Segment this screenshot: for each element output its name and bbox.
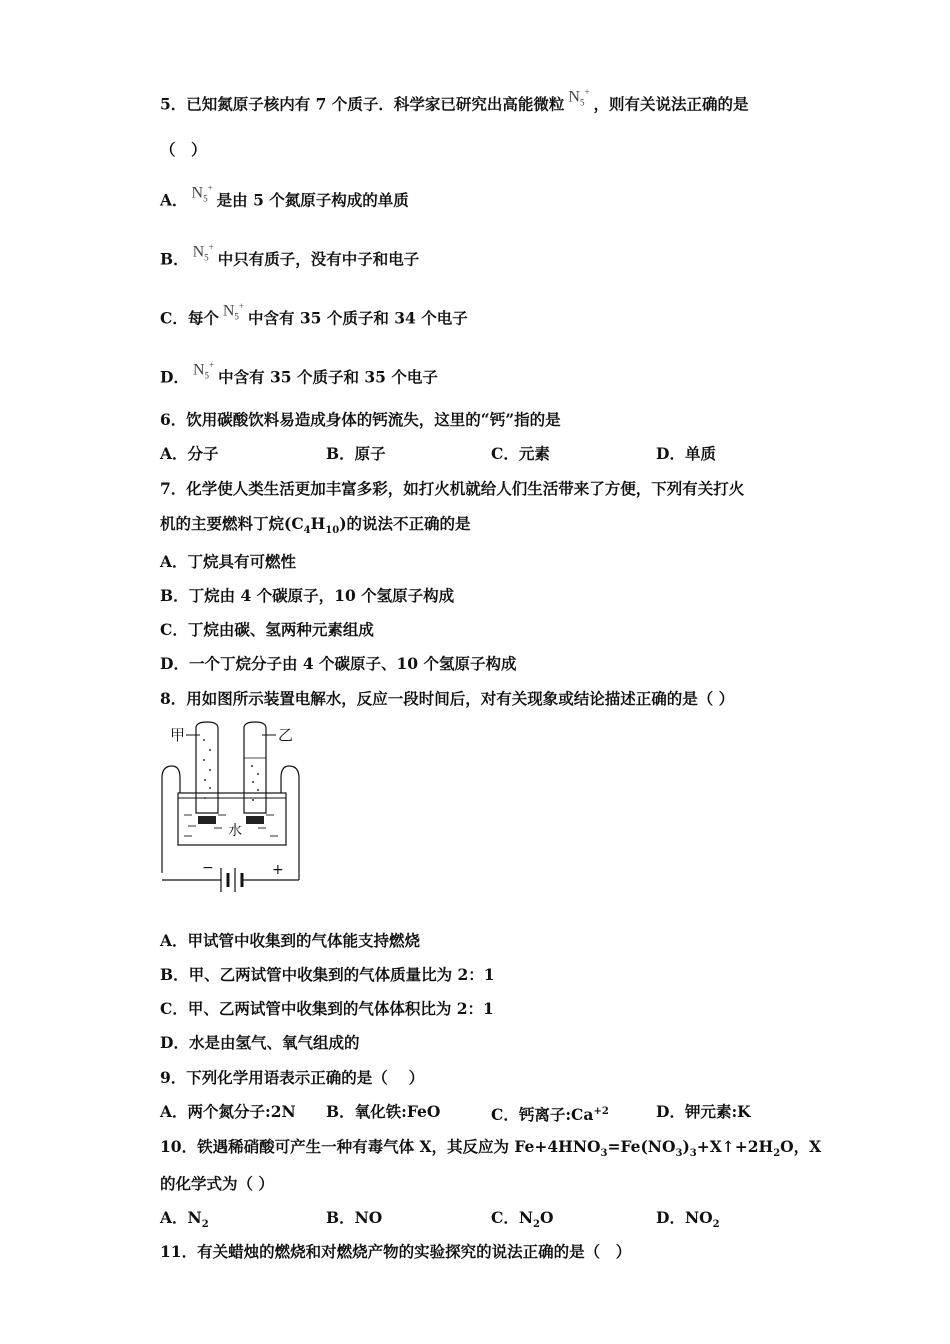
q9-option-c: C．钙离子$:Ca^{+2}$ (491, 1105, 609, 1125)
n5-ion: $N_5^+$ (192, 360, 215, 381)
q5-option-c: C．每个 $N_5^+$中含有 35 个质子和 34 个电子 (160, 304, 468, 335)
q5-option-b: B． $N_5^+$中只有质子，没有中子和电子 (160, 245, 419, 276)
q9-stem: 9．下列化学用语表示正确的是（ ） (160, 1068, 425, 1087)
n5-ion: $N_5^+$ (191, 183, 213, 204)
q11-stem: 11．有关蜡烛的燃烧和对燃烧产物的实验探究的说法正确的是（ ） (160, 1242, 632, 1261)
tube-label-yi: 乙 (278, 726, 294, 744)
q5-option-d: D． $N_5^+$中含有 35 个质子和 35 个电子 (160, 363, 438, 394)
plus-sign: + (272, 862, 284, 878)
left-tube-bubbles (203, 739, 211, 799)
q6-option-a: A．分子 (160, 444, 219, 463)
q9-option-a: A．两个氮分子:2N (160, 1102, 296, 1121)
q6-option-d: D．单质 (656, 444, 716, 463)
left-test-tube (196, 722, 218, 813)
right-tube-bubbles (251, 765, 259, 801)
q9-option-b: B．氧化铁:FeO (326, 1102, 441, 1121)
q7-stem-line2: 机的主要燃料丁烷$(C_4H_{10})$的说法不正确的是 (160, 514, 471, 537)
q10-stem-line1: 10．铁遇稀硝酸可产生一种有毒气体 X，其反应为 $Fe+4HNO_3=Fe(NO_3)_3+X↑+2H_2O$，X (160, 1137, 822, 1160)
q8-option-b: B．甲、乙两试管中收集到的气体质量比为 2：1 (160, 965, 495, 984)
q10-option-b: B．NO (326, 1208, 383, 1227)
q10-option-a: A．$N_2$ (160, 1208, 209, 1231)
q9-option-d: D．钾元素:K (656, 1102, 751, 1121)
q5-option-a: A． $N_5^+$是由 5 个氮原子构成的单质 (160, 186, 409, 217)
left-wire (162, 766, 180, 873)
n5-ion: $N_5^+$ (568, 87, 590, 108)
q7-option-b: B．丁烷由 4 个碳原子，10 个氢原子构成 (160, 586, 455, 605)
left-electrode (198, 816, 216, 824)
q6-option-b: B．原子 (326, 444, 386, 463)
q6-option-c: C．元素 (491, 444, 550, 463)
q5-stem-text-end: ，则有关说法正确的是 (593, 94, 749, 114)
right-electrode (246, 816, 264, 824)
q8-option-c: C．甲、乙两试管中收集到的气体体积比为 2：1 (160, 999, 494, 1018)
q5-stem-text: 5．已知氮原子核内有 7 个质子．科学家已研究出高能微粒 (160, 94, 565, 114)
right-wire (281, 766, 299, 873)
n5-ion: $N_5^+$ (192, 242, 214, 263)
electrolysis-diagram (158, 718, 308, 903)
q10-option-c: C．$N_2O$ (491, 1208, 554, 1231)
q7-option-c: C．丁烷由碳、氢两种元素组成 (160, 620, 374, 639)
q5-paren: （ ） (160, 140, 207, 159)
right-test-tube (244, 722, 266, 813)
q8-option-d: D．水是由氢气、氧气组成的 (160, 1033, 360, 1052)
minus-sign: − (202, 860, 214, 876)
q7-option-d: D．一个丁烷分子由 4 个碳原子、10 个氢原子构成 (160, 654, 517, 673)
q5-stem (160, 87, 749, 121)
q8-stem: 8．用如图所示装置电解水，反应一段时间后，对有关现象或结论描述正确的是（ ） (160, 689, 735, 708)
q6-stem: 6．饮用碳酸饮料易造成身体的钙流失，这里的“钙”指的是 (160, 410, 561, 429)
n5-ion: $N_5^+$ (222, 301, 244, 322)
tube-label-jia: 甲 (170, 726, 186, 744)
q7-stem-line1: 7．化学使人类生活更加丰富多彩，如打火机就给人们生活带来了方便，下列有关打火 (160, 479, 745, 498)
q8-option-a: A．甲试管中收集到的气体能支持燃烧 (160, 931, 421, 950)
q10-stem-line2: 的化学式为（ ） (160, 1174, 274, 1193)
q10-option-d: D．$NO_2$ (656, 1208, 720, 1231)
q7-option-a: A．丁烷具有可燃性 (160, 552, 297, 571)
water-label: 水 (228, 823, 242, 839)
